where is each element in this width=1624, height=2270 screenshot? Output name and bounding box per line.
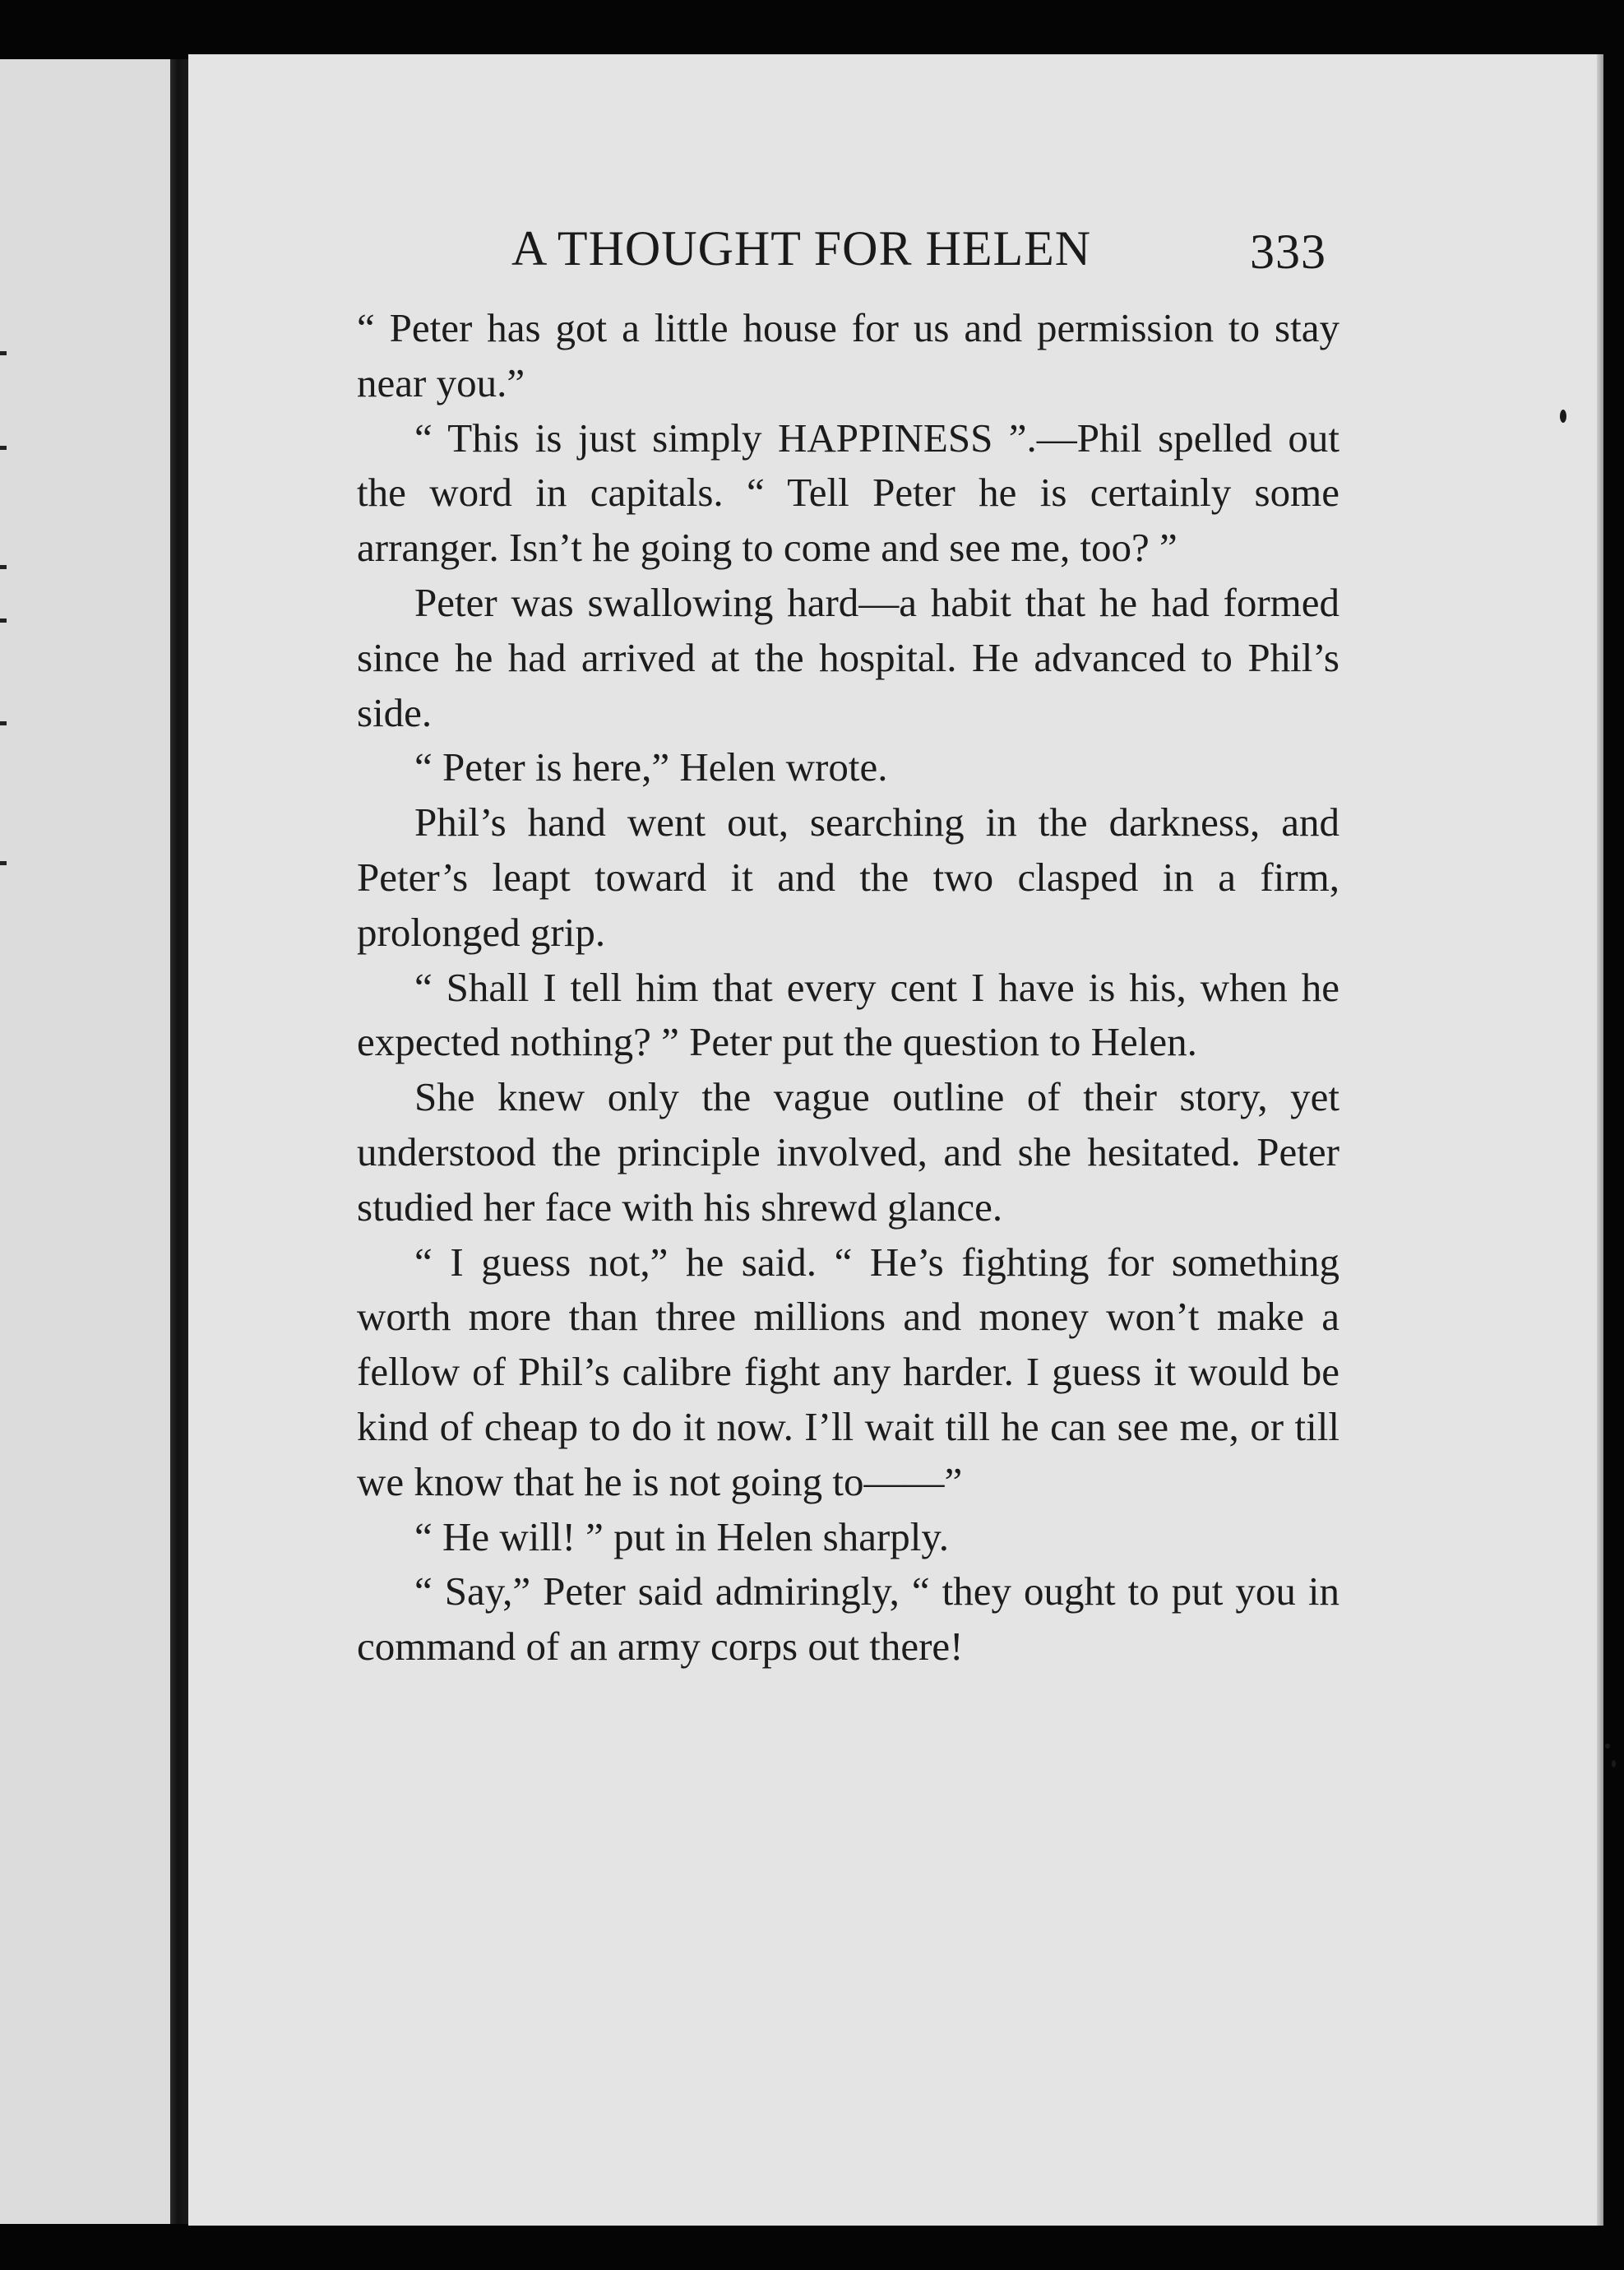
paragraph: “ I guess not,” he said. “ He’s fighting for something worth more than three millions and money won’t make a fellow of Phil’s calibre fight any harder. I guess it would be kind of cheap to do it now. I’ll wait till he can see me, or till we know that he is not going to——” [357,1239,1339,1504]
book-gutter [170,59,188,2224]
margin-mark [0,861,7,865]
margin-mark [0,351,7,355]
paragraph: “ Peter has got a little house for us and permission to stay near you.” [357,305,1339,405]
page-number: 333 [1250,225,1326,279]
running-title: A THOUGHT FOR HELEN [511,221,1092,276]
ink-speck [1560,410,1566,423]
paragraph: Peter was swallowing hard—a habit that he had formed since he had arrived at the hospital. He advanced to Phil’s side. [357,579,1339,735]
paragraph: “ Peter is here,” Helen wrote. [414,744,888,790]
paragraph: Phil’s hand went out, searching in the darkness, and Peter’s leapt toward it and the two clasped in a firm, prolonged grip. [357,799,1339,955]
margin-mark [0,618,7,623]
paragraph: “ Shall I tell him that every cent I have is his, when he expected nothing? ” Peter put the question to Helen. [357,964,1339,1065]
margin-mark [0,565,7,569]
paragraph: “ This is just simply HAPPINESS ”.—Phil spelled out the word in capitals. “ Tell Peter he is certainly some arranger. Isn’t he going to come and see me, too? ” [357,415,1339,571]
paragraph: “ Say,” Peter said admiringly, “ they ought to put you in command of an army corps out there! [357,1568,1339,1670]
left-page-edge [0,59,170,2224]
paragraph: “ He will! ” put in Helen sharply. [414,1513,949,1559]
paragraph: She knew only the vague outline of their story, yet understood the principle involved, and she hesitated. Peter studied her face with his shrewd glance. [357,1074,1339,1230]
margin-mark [0,446,7,450]
ink-speck [1605,1744,1610,1749]
margin-mark [0,721,7,725]
body-text [357,301,1339,1675]
ink-speck [1612,1760,1616,1767]
page-header [511,220,1334,286]
